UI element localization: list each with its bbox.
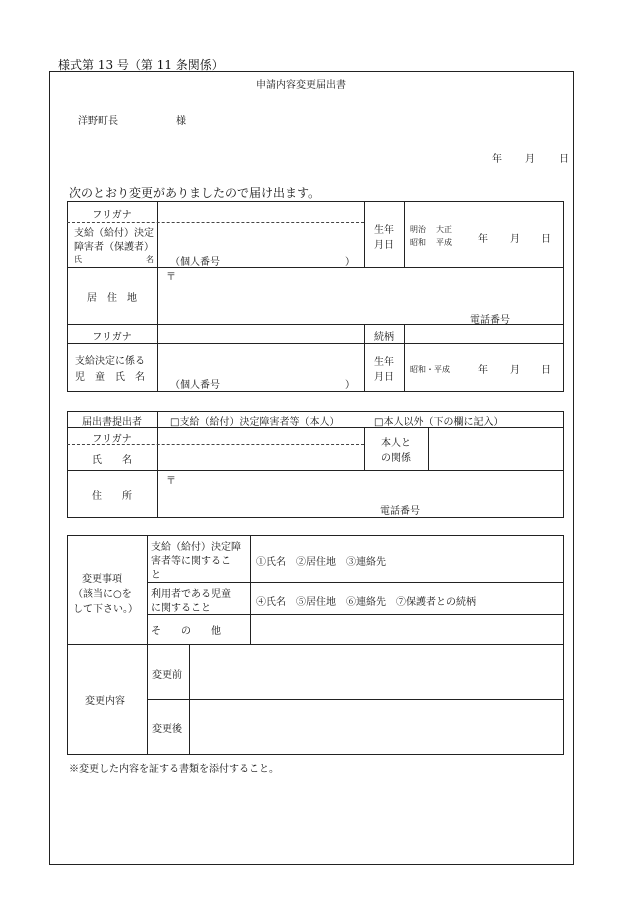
child-birth-year[interactable]: 年 — [478, 365, 488, 376]
applicant-birth-label-1: 生年 — [374, 225, 394, 236]
applicant-era-showa[interactable]: 昭和 — [410, 238, 426, 247]
applicant-id-number-close: ） — [345, 257, 355, 268]
applicant-furigana-label: フリガナ — [92, 210, 132, 221]
applicant-id-number-open: （個人番号 — [170, 257, 220, 268]
form-title: 申請内容変更届出書 — [256, 80, 346, 91]
footnote: ※変更した内容を証する書類を添付すること。 — [69, 764, 279, 775]
applicant-birth-day[interactable]: 日 — [541, 234, 551, 245]
applicant-name-label-3b: 名 — [146, 255, 154, 264]
change-row2-label-1: 利用者である児童 — [151, 589, 231, 600]
applicant-birth-month[interactable]: 月 — [510, 234, 520, 245]
submitter-address-label: 住 所 — [92, 491, 132, 502]
applicant-era-taisho[interactable]: 大正 — [436, 225, 452, 234]
change-row2-options[interactable]: ④氏名 ⑤居住地 ⑥連絡先 ⑦保護者との続柄 — [256, 597, 476, 608]
child-relation-label: 続柄 — [374, 332, 394, 343]
child-name-label-1: 支給決定に係る — [75, 356, 145, 367]
date-month[interactable]: 月 — [525, 154, 535, 165]
change-row1-label-1: 支給（給付）決定障 — [151, 542, 241, 553]
submitter-relation-label-2: の関係 — [381, 453, 411, 464]
intro-text: 次のとおり変更がありましたので届け出ます。 — [69, 186, 321, 200]
child-era[interactable]: 昭和・平成 — [410, 365, 450, 374]
applicant-postal-mark: 〒 — [166, 272, 176, 283]
change-items-label-1: 変更事項 — [82, 574, 122, 585]
applicant-era-heisei[interactable]: 平成 — [436, 238, 452, 247]
submitter-postal-mark: 〒 — [166, 476, 176, 487]
change-row1-label-3: と — [151, 570, 161, 581]
form-number: 様式第 13 号（第 11 条関係） — [58, 58, 224, 72]
submitter-option-other[interactable]: □本人以外（下の欄に記入） — [374, 417, 504, 428]
addressee-town: 洋野町長 — [78, 116, 118, 127]
change-row2-label-2: に関すること — [151, 603, 211, 614]
child-birth-month[interactable]: 月 — [510, 365, 520, 376]
applicant-birth-year[interactable]: 年 — [478, 234, 488, 245]
submitter-furigana-label: フリガナ — [92, 434, 132, 445]
addressee-honorific: 様 — [176, 116, 186, 127]
submitter-relation-label-1: 本人と — [381, 438, 411, 449]
child-id-number-close: ） — [345, 380, 355, 391]
child-birth-day[interactable]: 日 — [541, 365, 551, 376]
change-row1-label-2: 害者等に関するこ — [151, 556, 231, 567]
change-after-label: 変更後 — [152, 724, 182, 735]
date-day[interactable]: 日 — [559, 154, 569, 165]
applicant-name-label-2: 障害者（保護者） — [74, 242, 154, 253]
child-birth-label-2: 月日 — [374, 372, 394, 383]
child-birth-label-1: 生年 — [374, 357, 394, 368]
change-row3-label: そ の 他 — [151, 626, 221, 637]
change-items-label-2: （該当に○を — [73, 589, 132, 600]
change-table — [67, 535, 564, 755]
child-furigana-label: フリガナ — [92, 332, 132, 343]
submitter-label: 届出書提出者 — [82, 417, 142, 428]
child-id-number-open: （個人番号 — [170, 380, 220, 391]
submitter-phone-label: 電話番号 — [380, 506, 420, 517]
change-before-label: 変更前 — [152, 670, 182, 681]
applicant-phone-label: 電話番号 — [470, 315, 510, 326]
submitter-name-label: 氏 名 — [92, 455, 132, 466]
applicant-birth-label-2: 月日 — [374, 240, 394, 251]
change-row1-options[interactable]: ①氏名 ②居住地 ③連絡先 — [256, 557, 386, 568]
applicant-address-label: 居 住 地 — [87, 293, 137, 304]
change-content-label: 変更内容 — [85, 696, 125, 707]
submitter-option-self[interactable]: □支給（給付）決定障害者等（本人） — [170, 417, 340, 428]
applicant-name-label-1: 支給（給付）決定 — [74, 228, 154, 239]
applicant-name-label-3a: 氏 — [74, 255, 82, 264]
child-name-label-2: 児 童 氏 名 — [75, 372, 145, 383]
change-items-label-3: して下さい。） — [73, 604, 138, 615]
date-year[interactable]: 年 — [492, 154, 502, 165]
applicant-era-meiji[interactable]: 明治 — [410, 225, 426, 234]
